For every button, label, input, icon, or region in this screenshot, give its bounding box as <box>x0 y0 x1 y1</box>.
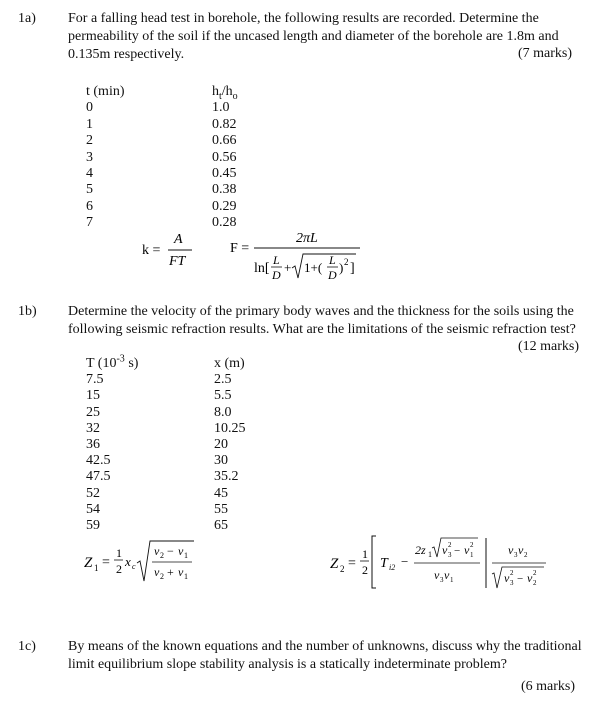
eq-z1-Z: Z <box>84 555 93 571</box>
eq-z2-v1: v <box>464 543 470 557</box>
eq-z2-half-num: 1 <box>362 547 368 561</box>
q1b-x-value: 10.25 <box>214 420 246 436</box>
q1b-label: 1b) <box>18 304 37 319</box>
equation-F <box>228 226 368 284</box>
q1b-x-value: 20 <box>214 436 228 452</box>
q1a-h-value: 0.38 <box>212 182 237 198</box>
q1a-h-value: 1.0 <box>212 100 230 116</box>
q1b-T-value: 42.5 <box>86 453 111 469</box>
eq-F-L2: L <box>329 253 336 267</box>
q1b-marks: (12 marks) <box>517 339 579 354</box>
eq-z1-xsub: c <box>132 562 136 571</box>
eq-z2-r-v3: v <box>508 543 514 557</box>
eq-F-num: 2πL <box>296 231 318 246</box>
equation-k <box>140 228 200 272</box>
q1a-line-3: 0.135m respectively. <box>68 47 185 62</box>
eq-F-close: ) <box>339 260 344 275</box>
eq-z2-d-v1: v <box>444 568 450 582</box>
q1b-line-1: Determine the velocity of the primary body waves and the thickness for the soils using the <box>68 304 574 319</box>
eq-z2-rd-v2sub: 2 <box>533 579 537 587</box>
eq-k-num: A <box>174 232 183 247</box>
eq-z2-v3: v <box>442 543 448 557</box>
q1c-marks: (6 marks) <box>520 679 575 694</box>
eq-k-den: FT <box>169 254 186 269</box>
eq-z2-eq: = <box>348 556 356 571</box>
eq-z1-v1b: v <box>178 565 184 579</box>
eq-z2-minus: − <box>401 554 409 569</box>
q1b-x-column <box>214 356 246 534</box>
q1a-t-value: 7 <box>86 215 93 231</box>
q1b-x-value: 35.2 <box>214 469 239 485</box>
eq-z2-sub: 2 <box>340 564 345 574</box>
q1b-T-value: 36 <box>86 436 100 452</box>
eq-z2-2z: 2z <box>415 543 426 557</box>
q1a-label: 1a) <box>18 11 36 26</box>
eq-z2-r-v2sub: 2 <box>524 551 528 559</box>
q1a-h-header: $h_t/h_o$ <box>212 84 238 102</box>
eq-F-D2: D <box>328 268 337 282</box>
eq-z2-r-v2: v <box>518 543 524 557</box>
eq-z1-v2sub: 2 <box>160 551 164 560</box>
eq-F-L: L <box>273 253 280 267</box>
q1a-h-value: 0.56 <box>212 149 237 165</box>
eq-z2-rd-v3: v <box>504 571 510 585</box>
eq-z1-v1bsub: 1 <box>184 572 188 581</box>
q1b-x-value: 45 <box>214 485 228 501</box>
eq-z2-rd-v3sub: 3 <box>510 579 514 587</box>
eq-z1-plus: + <box>167 565 174 579</box>
q1a-t-value: 2 <box>86 133 93 149</box>
eq-z1-half-den: 2 <box>116 562 122 576</box>
eq-z2-d-v1sub: 1 <box>450 576 454 584</box>
q1b-x-header: x (m) <box>214 356 245 371</box>
eq-z2-zsub: 1 <box>428 550 432 559</box>
q1a-t-value: 1 <box>86 116 93 132</box>
q1b-T-value: 25 <box>86 404 100 420</box>
q1c-line-2: limit equilibrium slope stability analysis is a statically indeterminate problem? <box>68 657 507 672</box>
q1a-line-1: For a falling head test in borehole, the following results are recorded. Determine the <box>68 11 539 26</box>
q1a-t-value: 6 <box>86 198 93 214</box>
equation-z2 <box>328 532 578 594</box>
q1c-label: 1c) <box>18 639 36 654</box>
q1a-t-value: 3 <box>86 149 93 165</box>
q1a-h-column <box>212 84 238 232</box>
eq-z2-d-v3: v <box>434 568 440 582</box>
q1a-line-2: permeability of the soil if the uncased length and diameter of the borehole are 1.8m and <box>68 29 559 44</box>
q1a-h-value: 0.29 <box>212 198 237 214</box>
eq-F-one: 1+( <box>304 260 323 275</box>
eq-z1-v2b: v <box>154 565 160 579</box>
eq-z1-v1: v <box>178 544 184 558</box>
eq-z1-v2bsub: 2 <box>160 572 164 581</box>
eq-z2-half-den: 2 <box>362 563 368 577</box>
q1a-t-value: 5 <box>86 182 93 198</box>
q1b-T-value: 15 <box>86 388 100 404</box>
eq-z2-rd-v2sq: 2 <box>533 569 537 577</box>
q1c-line-1: By means of the known equations and the number of unknowns, discuss why the traditional <box>68 639 582 654</box>
q1b-x-value: 55 <box>214 501 228 517</box>
eq-z1-v2: v <box>154 544 160 558</box>
eq-z2-minus2: − <box>454 545 461 557</box>
eq-z2-r-v3sub: 3 <box>514 551 518 559</box>
q1b-T-value: 7.5 <box>86 372 104 388</box>
q1b-x-value: 65 <box>214 517 228 533</box>
eq-z2-rd-minus: − <box>517 573 524 585</box>
eq-F-end: ] <box>350 261 355 276</box>
eq-F-D: D <box>272 268 281 282</box>
q1b-x-value: 8.0 <box>214 404 232 420</box>
eq-F-lhs: F = <box>230 241 250 256</box>
eq-z2-T: T <box>380 556 388 571</box>
eq-z2-rd-v3sq: 2 <box>510 569 514 577</box>
eq-z2-v3sq: 2 <box>448 541 452 549</box>
eq-z2-v1sub: 1 <box>470 551 474 559</box>
eq-z1-minus: − <box>167 544 174 558</box>
q1a-t-value: 4 <box>86 165 93 181</box>
eq-z1-eq: = <box>102 555 110 570</box>
q1a-t-value: 0 <box>86 100 93 116</box>
eq-z1-sub: 1 <box>94 563 99 573</box>
eq-F-plus: + <box>284 260 292 275</box>
eq-z1-v1sub: 1 <box>184 551 188 560</box>
q1a-t-header: t (min) <box>86 84 125 99</box>
q1b-T-value: 54 <box>86 501 100 517</box>
q1b-line-2: following seismic refraction results. What are the limitations of the seismic refraction test? <box>68 322 576 337</box>
eq-k-lhs: k = <box>142 243 161 258</box>
q1a-marks: (7 marks) <box>517 46 572 61</box>
q1a-h-value: 0.82 <box>212 116 237 132</box>
q1b-T-value: 32 <box>86 420 100 436</box>
eq-z2-rd-v2: v <box>527 571 533 585</box>
q1b-x-value: 30 <box>214 453 228 469</box>
q1b-T-header: T ($10^{-3}$ s) <box>86 353 139 371</box>
q1b-T-column <box>86 353 139 534</box>
eq-z1-x: x <box>125 554 131 569</box>
equation-z1 <box>82 535 202 589</box>
q1a-h-value: 0.66 <box>212 133 237 149</box>
q1b-T-value: 52 <box>86 485 100 501</box>
eq-z1-half-num: 1 <box>116 546 122 560</box>
q1b-T-value: 59 <box>86 517 100 533</box>
eq-F-ln: ln[ <box>254 261 270 276</box>
q1a-t-column <box>86 84 125 232</box>
eq-z2-v3sub: 3 <box>448 551 452 559</box>
q1a-h-value: 0.45 <box>212 165 237 181</box>
q1b-x-value: 5.5 <box>214 388 232 404</box>
eq-z2-v1sq: 2 <box>470 541 474 549</box>
eq-F-sq: 2 <box>344 257 349 267</box>
q1b-x-value: 2.5 <box>214 372 232 388</box>
q1a-h-value: 0.28 <box>212 215 237 231</box>
eq-z2-d-v3sub: 3 <box>440 576 444 584</box>
eq-z2-Tsub: i2 <box>389 563 396 572</box>
q1b-T-value: 47.5 <box>86 469 111 485</box>
eq-z2-bracket-left <box>372 536 376 588</box>
eq-z2-Z: Z <box>330 556 339 572</box>
